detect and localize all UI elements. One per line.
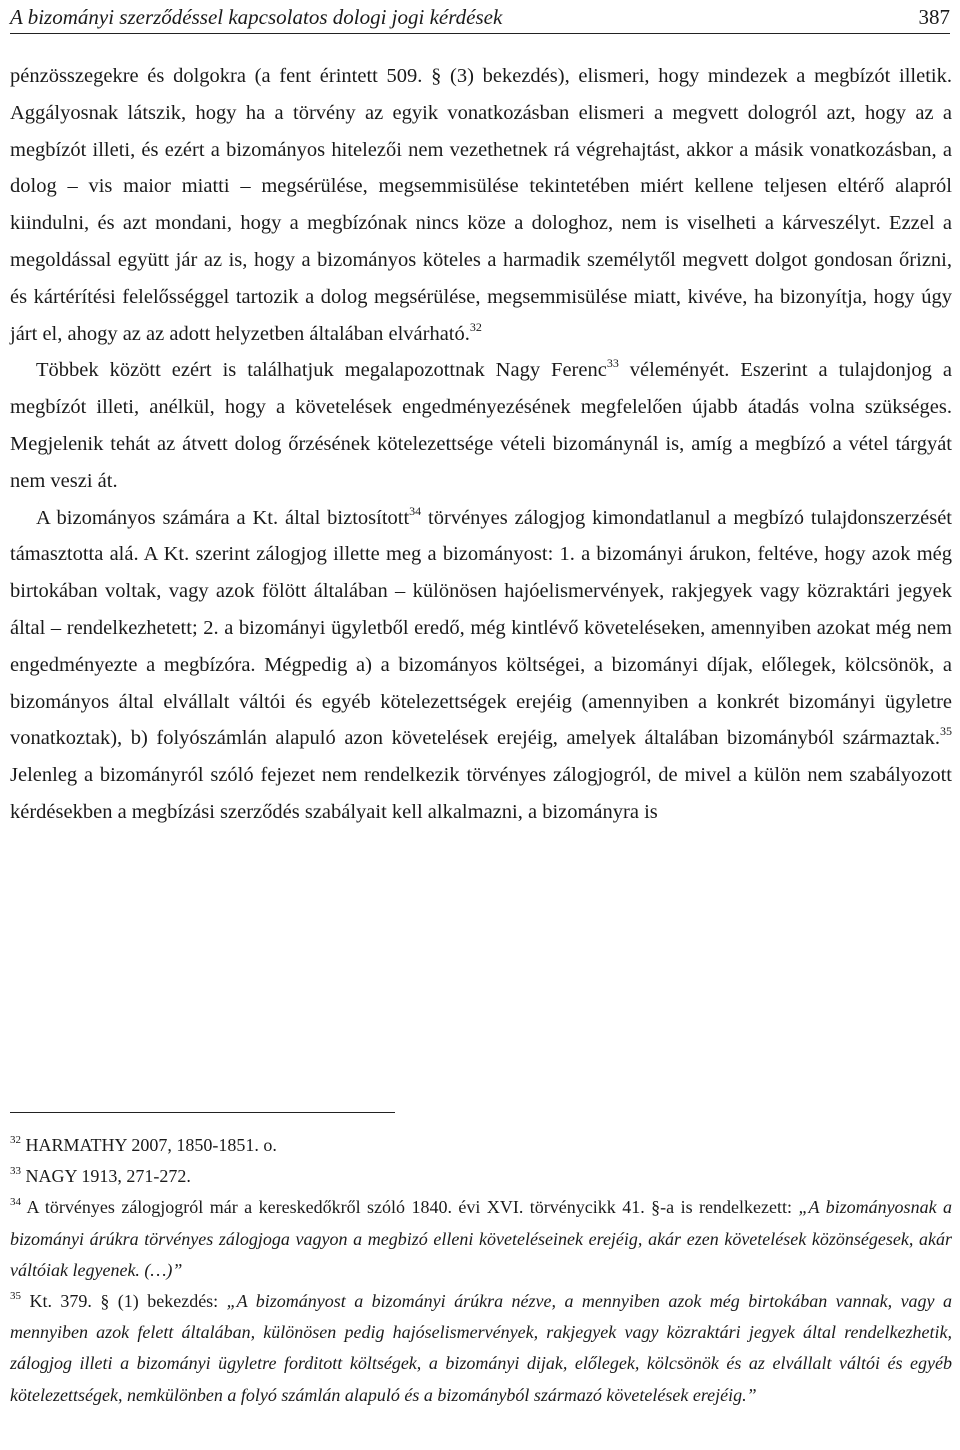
footnote-33: $^{33}$ NAGY 1913, 271-272. <box>10 1165 191 1187</box>
footnote-ref[interactable]: 34 <box>409 503 422 518</box>
running-header <box>10 0 950 34</box>
main-text <box>10 58 952 831</box>
footnote-34: $^{34}$ A törvényes zálogjogról már a kereskedőkről szóló 1840. évi XVI. törvénycikk 41. §-a is rendelkezett: „A bizományosnak a bizományi árúkra törvényes zálogjoga vagyon a megbizó elleni követeléseinek erejéig, akár ezen követelések közönségesek, akár váltóiak legyenek. (…)” <box>10 1196 952 1280</box>
footnote-ref[interactable]: 35 <box>940 724 952 739</box>
footnote-ref[interactable]: 32 <box>469 319 482 334</box>
page-number: 387 <box>918 5 950 29</box>
paragraph: A bizományos számára a Kt. által biztosított$^{34}$ törvényes zálogjog kimondatlanul a megbízó tulajdonszerzését támasztotta alá. A Kt. szerint zálogjog illette meg a bizományost: 1. a bizományi árukon, feltéve, hogy azok még birtokában voltak, vagy azok fölött általában – különösen hajóelismervények, rakjegyek vagy közraktári jegyek által – rendelkezhetett; 2. a bizományi ügyletből eredő, még kintlévő követeléseken, amennyiben azokat még nem engedményezte a megbízóra. Mégpedig a) a bizományos költségei, a bizományi díjak, előlegek, kölcsönök, a bizományos által elvállalt váltói és egyéb kötelezettségek erejéig (amennyiben a konkrét bizományi ügyletre vonatkoztak), b) folyószámlán alapuló azon követelések erejéig, amelyek általában bizományból származtak.$^{35}$ Jelenleg a bizományról szóló fejezet nem rendelkezik törvényes zálogjogról, de mivel a külön nem szabályozott kérdésekben a megbízási szerződés szabályait kell alkalmazni, a bizományra is <box>10 503 952 823</box>
running-title: A bizományi szerződéssel kapcsolatos dologi jogi kérdések <box>10 5 503 29</box>
paragraph: Többek között ezért is találhatjuk megalapozottnak Nagy Ferenc$^{33}$ véleményét. Eszerint a tulajdonjog a megbízót illeti, anélkül, hogy a követelések engedményezésének megfelelően újabb átadás volna szükséges. Megjelenik tehát az átvett dolog őrzésének kötelezettsége vételi bizománynál is, amíg a megbízó a vétel tárgyát nem veszi át. <box>10 356 952 492</box>
footnotes <box>10 1130 952 1411</box>
footnote-32: $^{32}$ HARMATHY 2007, 1850-1851. o. <box>10 1134 277 1155</box>
footnote-35: $^{35}$ Kt. 379. § (1) bekezdés: „A bizományost a bizományi árúkra nézve, a mennyiben azok még birtokában vannak, vagy a mennyiben azok felett általában, különösen pedig hajóselismervények, rakjegyek vagy közraktári jegyek által rendelkezhetik, zálogjog illeti a bizományi ügyletre forditott költségek, a bizományi dijak, előlegek, kölcsönök és az elvállalt váltói és egyéb kötelezettségek, nemkülönben a folyó számlán alapuló és a bizományból származó követelések erejéig.” <box>10 1290 952 1405</box>
footnote-ref[interactable]: 33 <box>606 356 619 371</box>
paragraph: pénzösszegekre és dolgokra (a fent érintett 509. § (3) bekezdés), elismeri, hogy mindezek a megbízót illetik. Aggályosnak látszik, hogy ha a törvény az egyik vonatkozásban elismeri a megvett dologról azt, hogy az a megbízót illeti, és ezért a bizományos hitelezői nem vezethetnek rá végrehajtást, akkor a másik vonatkozásban, a dolog – vis maior miatti – megsérülése, megsemmisülése tekintetében miért kellene teljesen eltérő alapról kiindulni, és azt mondani, hogy a megbízónak nincs köze a dologhoz, nem is viselheti a kárveszélyt. Ezzel a megoldással együtt jár az is, hogy a bizományos köteles a harmadik személytől megvett dolgot gondosan őrizni, és kártérítési felelősséggel tartozik a dolog megsérülése, megsemmisülése miatt, kivéve, ha bizonyítja, hogy úgy járt el, ahogy az az adott helyzetben általában elvárható.$^{32}$ <box>10 65 952 345</box>
footnote-separator <box>10 1112 395 1113</box>
